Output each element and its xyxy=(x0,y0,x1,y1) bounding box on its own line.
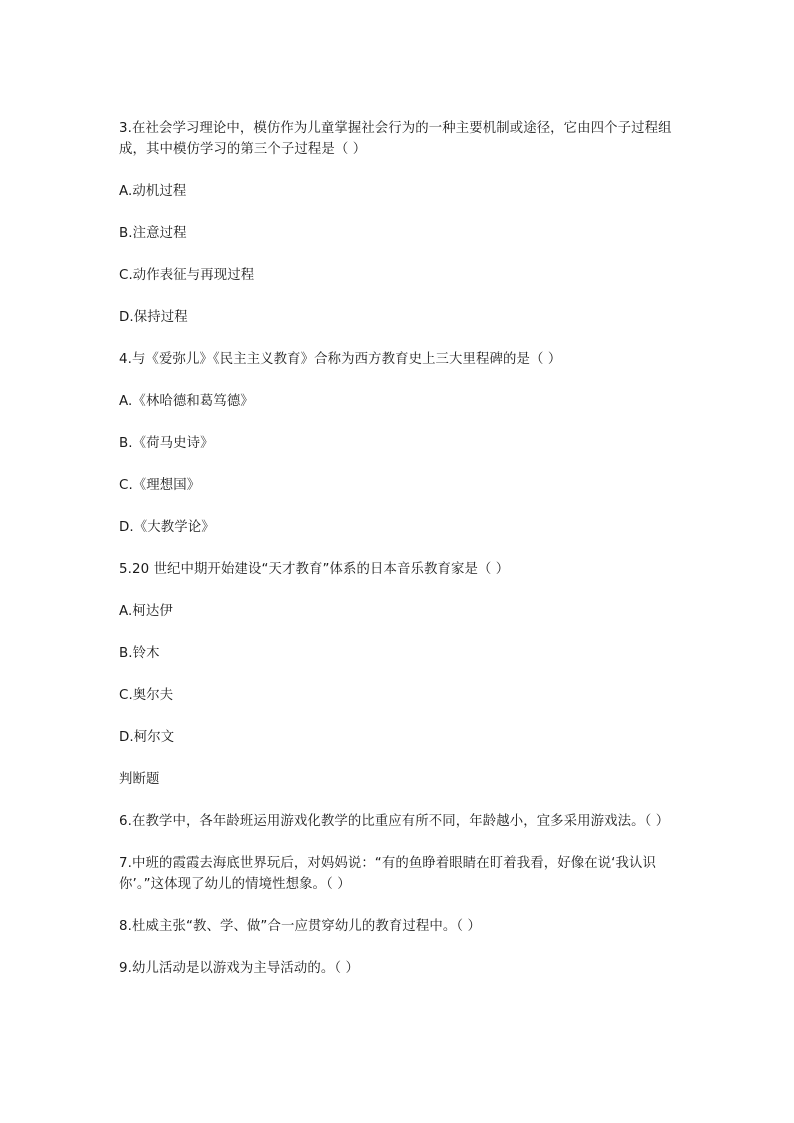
question-4-option-a: A.《林哈德和葛笃德》 xyxy=(119,394,254,409)
question-3-option-b: B.注意过程 xyxy=(119,226,187,241)
question-3-option-a: A.动机过程 xyxy=(119,184,187,199)
question-5-option-d: D.柯尔文 xyxy=(119,730,175,745)
question-9: 9.幼儿活动是以游戏为主导活动的。（ ） xyxy=(119,961,359,976)
question-6: 6.在教学中，各年龄班运用游戏化教学的比重应有所不同，年龄越小，宜多采用游戏法。（ ） xyxy=(119,814,670,829)
question-4-option-c: C.《理想国》 xyxy=(119,478,201,493)
question-3-option-d: D.保持过程 xyxy=(119,310,188,325)
question-3-stem: 3.在社会学习理论中，模仿作为儿童掌握社会行为的一种主要机制或途径，它由四个子过程组成，其中模仿学习的第三个子过程是（ ） xyxy=(119,121,672,157)
question-3-option-c: C.动作表征与再现过程 xyxy=(119,268,255,283)
document-content xyxy=(119,118,679,979)
question-5-option-c: C.奥尔夫 xyxy=(119,688,174,703)
question-5-stem: 5.20 世纪中期开始建设“天才教育”体系的日本音乐教育家是（ ） xyxy=(119,562,510,577)
question-8: 8.杜威主张“教、学、做”合一应贯穿幼儿的教育过程中。（ ） xyxy=(119,919,481,934)
question-4-option-b: B.《荷马史诗》 xyxy=(119,436,214,451)
section-title-true-false: 判断题 xyxy=(119,772,160,787)
question-5-option-a: A.柯达伊 xyxy=(119,604,173,619)
question-5-option-b: B.铃木 xyxy=(119,646,160,661)
question-4-stem: 4.与《爱弥儿》《民主主义教育》合称为西方教育史上三大里程碑的是（ ） xyxy=(119,352,562,367)
question-7: 7.中班的霞霞去海底世界玩后，对妈妈说：“有的鱼睁着眼睛在盯着我看，好像在说‘我认识你’。”这体现了幼儿的情境性想象。（ ） xyxy=(119,856,657,892)
question-4-option-d: D.《大教学论》 xyxy=(119,520,215,535)
